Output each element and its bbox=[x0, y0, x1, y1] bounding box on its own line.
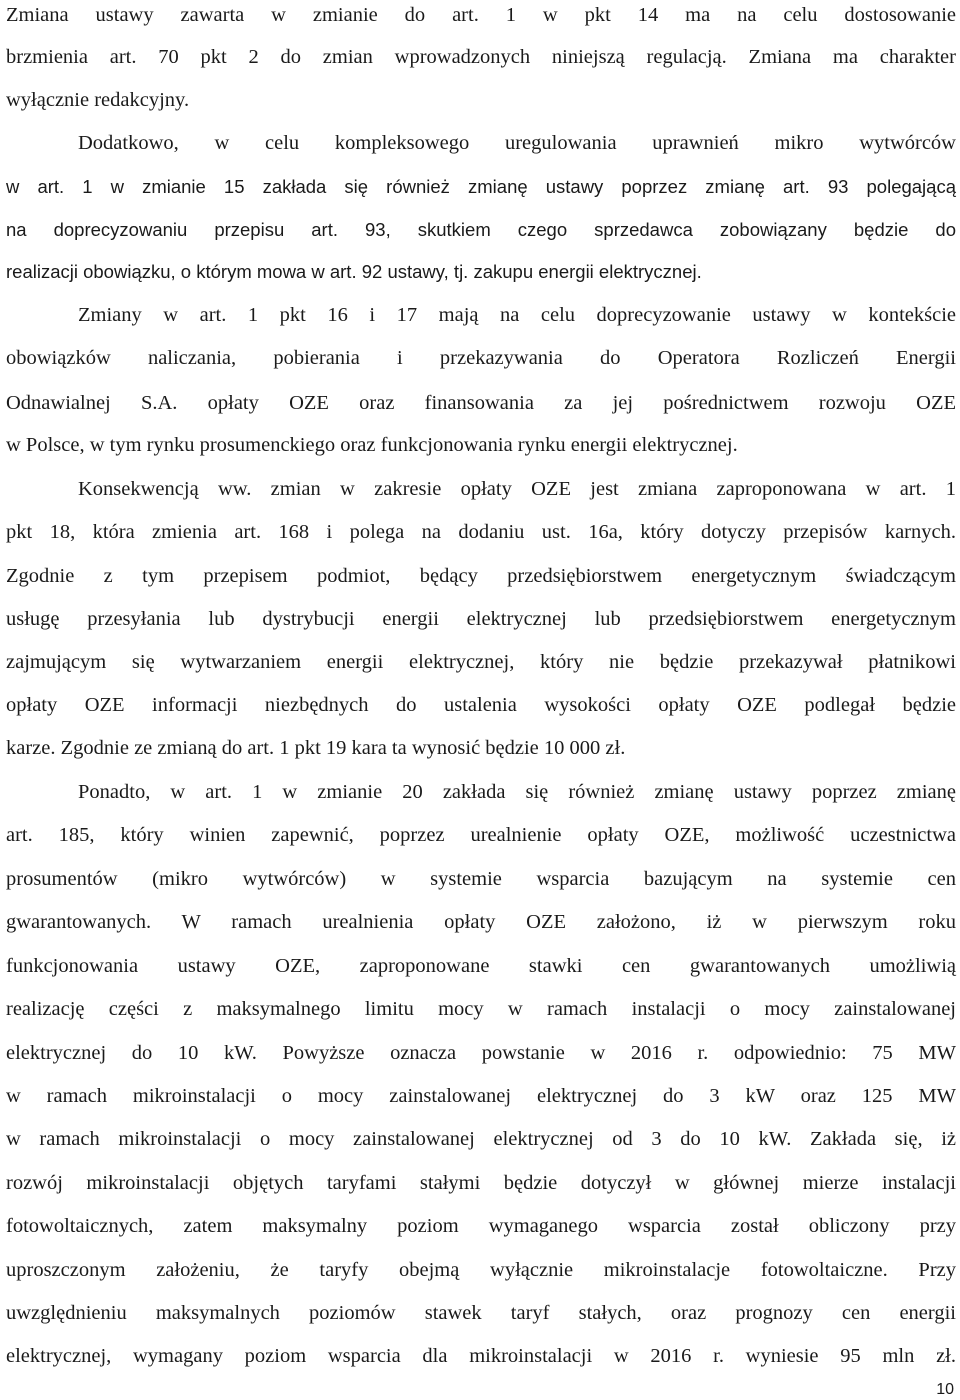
text-line: rozwój mikroinstalacji objętych taryfami stałymi będzie dotyczył w głównej mierze instalacji bbox=[6, 1172, 956, 1194]
text-line: Dodatkowo, w celu kompleksowego uregulowania uprawnień mikro wytwórców bbox=[78, 132, 956, 154]
text-line: uproszczonym założeniu, że taryfy obejmą wyłącznie mikroinstalacje fotowoltaiczne. Przy bbox=[6, 1259, 956, 1281]
text-line: w Polsce, w tym rynku prosumenckiego oraz funkcjonowania rynku energii elektrycznej. bbox=[6, 434, 738, 456]
text-line: brzmienia art. 70 pkt 2 do zmian wprowadzonych niniejszą regulacją. Zmiana ma charakter bbox=[6, 46, 956, 68]
text-line: gwarantowanych. W ramach urealnienia opłaty OZE założono, iż w pierwszym roku bbox=[6, 911, 956, 933]
text-line: elektrycznej do 10 kW. Powyższe oznacza powstanie w 2016 r. odpowiednio: 75 MW bbox=[6, 1042, 956, 1064]
text-line: na doprecyzowaniu przepisu art. 93, skutkiem czego sprzedawca zobowiązany będzie do bbox=[6, 219, 956, 240]
text-line: elektrycznej, wymagany poziom wsparcia dla mikroinstalacji w 2016 r. wyniesie 95 mln zł. bbox=[6, 1345, 956, 1367]
text-line: realizacji obowiązku, o którym mowa w art. 92 ustawy, tj. zakupu energii elektrycznej. bbox=[6, 261, 702, 282]
text-line: Odnawialnej S.A. opłaty OZE oraz finansowania za jej pośrednictwem rozwoju OZE bbox=[6, 392, 956, 414]
text-line: Ponadto, w art. 1 w zmianie 20 zakłada się również zmianę ustawy poprzez zmianę bbox=[78, 781, 956, 803]
text-line: prosumentów (mikro wytwórców) w systemie wsparcia bazującym na systemie cen bbox=[6, 868, 956, 890]
text-line: funkcjonowania ustawy OZE, zaproponowane stawki cen gwarantowanych umożliwią bbox=[6, 955, 956, 977]
text-line: usługę przesyłania lub dystrybucji energii elektrycznej lub przedsiębiorstwem energetycznym bbox=[6, 608, 956, 630]
text-line: zajmującym się wytwarzaniem energii elektrycznej, który nie będzie przekazywał płatnikowi bbox=[6, 651, 956, 673]
text-line: karze. Zgodnie ze zmianą do art. 1 pkt 19 kara ta wynosić będzie 10 000 zł. bbox=[6, 737, 626, 759]
text-line: wyłącznie redakcyjny. bbox=[6, 89, 190, 111]
text-line: w ramach mikroinstalacji o mocy zainstalowanej elektrycznej do 3 kW oraz 125 MW bbox=[6, 1085, 956, 1107]
text-line: fotowoltaicznych, zatem maksymalny poziom wymaganego wsparcia został obliczony przy bbox=[6, 1215, 956, 1237]
text-line: opłaty OZE informacji niezbędnych do ustalenia wysokości opłaty OZE podlegał będzie bbox=[6, 694, 956, 716]
text-line: realizację części z maksymalnego limitu mocy w ramach instalacji o mocy zainstalowanej bbox=[6, 998, 956, 1020]
text-line: Zgodnie z tym przepisem podmiot, będący przedsiębiorstwem energetycznym świadczącym bbox=[6, 565, 956, 587]
text-line: obowiązków naliczania, pobierania i przekazywania do Operatora Rozliczeń Energii bbox=[6, 347, 956, 369]
text-line: uwzględnieniu maksymalnych poziomów stawek taryf stałych, oraz prognozy cen energii bbox=[6, 1302, 956, 1324]
text-line: pkt 18, która zmienia art. 168 i polega na dodaniu ust. 16a, który dotyczy przepisów karnych. bbox=[6, 521, 956, 543]
text-line: Konsekwencją ww. zmian w zakresie opłaty OZE jest zmiana zaproponowana w art. 1 bbox=[78, 478, 956, 500]
text-line: w art. 1 w zmianie 15 zakłada się również zmianę ustawy poprzez zmianę art. 93 polegającą bbox=[6, 176, 956, 197]
text-line: Zmiany w art. 1 pkt 16 i 17 mają na celu doprecyzowanie ustawy w kontekście bbox=[78, 304, 956, 326]
page-number: 10 bbox=[936, 1381, 954, 1398]
text-line: w ramach mikroinstalacji o mocy zainstalowanej elektrycznej od 3 do 10 kW. Zakłada się, iż bbox=[6, 1128, 956, 1150]
text-line: Zmiana ustawy zawarta w zmianie do art. 1 w pkt 14 ma na celu dostosowanie bbox=[6, 4, 956, 26]
text-line: art. 185, który winien zapewnić, poprzez urealnienie opłaty OZE, możliwość uczestnictwa bbox=[6, 824, 956, 846]
